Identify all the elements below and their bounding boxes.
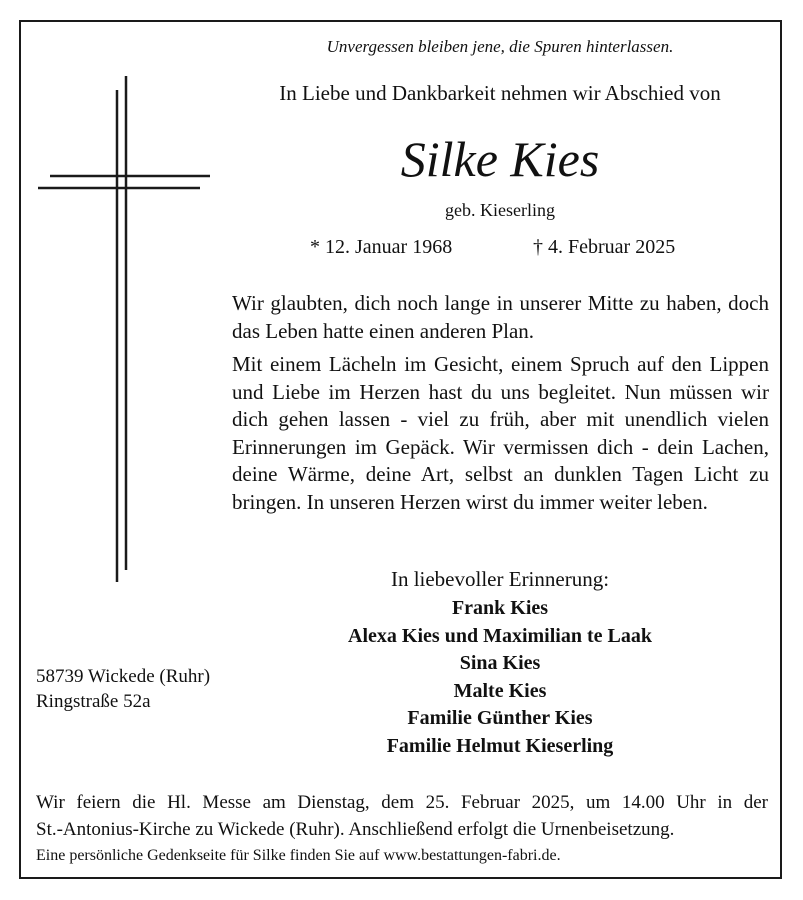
birth-date: * 12. Januar 1968	[310, 236, 453, 258]
address-city: 58739 Wickede (Ruhr)	[36, 666, 211, 687]
memory-heading: In liebevoller Erinnerung:	[390, 567, 610, 591]
service-line-1: Wir feiern die Hl. Messe am Dienstag, dem 25. Februar 2025, um 14.00 Uhr in der	[36, 792, 768, 813]
service-line-2: St.-Antonius-Kirche zu Wickede (Ruhr). Anschließend erfolgt die Urnenbeisetzung.	[36, 819, 675, 840]
cross-icon	[36, 74, 216, 586]
mourner-name: Malte Kies	[453, 679, 547, 702]
deceased-name: Silke Kies	[400, 131, 600, 187]
motto: Unvergessen bleiben jene, die Spuren hinterlassen.	[326, 37, 674, 56]
address-street: Ringstraße 52a	[36, 691, 151, 712]
website-note: Eine persönliche Gedenkseite für Silke finden Sie auf www.bestattungen-fabri.de.	[36, 847, 561, 864]
memorial-paragraph-1: Wir glaubten, dich noch lange in unserer Mitte zu haben, doch das Leben hatte einen anderen Plan.	[232, 291, 769, 343]
mourner-name: Sina Kies	[459, 652, 541, 674]
mourner-name: Frank Kies	[451, 597, 549, 619]
address-block	[36, 664, 210, 714]
service-info	[36, 789, 768, 843]
birth-name: geb. Kieserling	[445, 200, 555, 220]
death-date: † 4. Februar 2025	[533, 236, 676, 258]
mourner-name: Alexa Kies und Maximilian te Laak	[348, 624, 652, 647]
mourner-name: Familie Helmut Kieserling	[386, 734, 614, 757]
mourner-name: Familie Günther Kies	[407, 707, 593, 729]
memorial-text	[232, 290, 769, 516]
memorial-paragraph-2: Mit einem Lächeln im Gesicht, einem Spruch auf den Lippen und Liebe im Herzen hast du uns begleitet. Nun müssen wir dich gehen lassen - viel zu früh, aber mit unendlich vielen Erinnerungen im Gepäck. Wir vermissen dich - dein Lachen, deine Wärme, deine Art, selbst an dunklen Tagen Licht zu bringen. In unseren Herzen wirst du immer weiter leben.	[232, 352, 769, 514]
intro-text: In Liebe und Dankbarkeit nehmen wir Abschied von	[279, 81, 721, 105]
mourners-list	[300, 595, 700, 760]
